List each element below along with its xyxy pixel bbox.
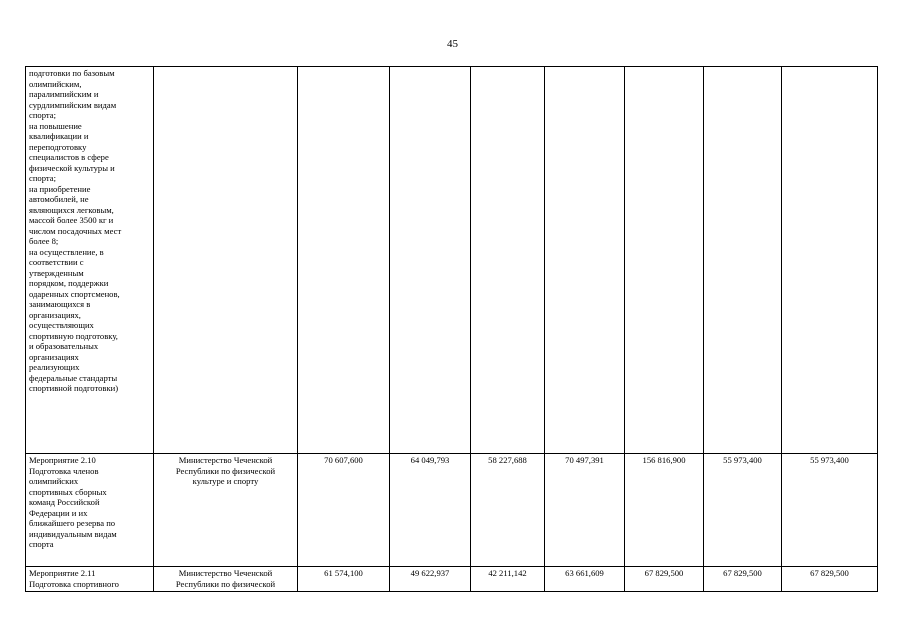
value-cell: [704, 67, 782, 454]
value-cell: 64 049,793: [390, 454, 471, 567]
value-cell: 67 829,500: [782, 567, 878, 592]
value-cell: [298, 67, 390, 454]
value-cell: 58 227,688: [471, 454, 545, 567]
budget-table: [25, 66, 878, 592]
value-cell: 67 829,500: [625, 567, 704, 592]
value-cell: [545, 67, 625, 454]
value-cell: 156 816,900: [625, 454, 704, 567]
responsible-organization: [154, 67, 298, 454]
value-cell: 55 973,400: [704, 454, 782, 567]
value-cell: 42 211,142: [471, 567, 545, 592]
value-cell: 49 622,937: [390, 567, 471, 592]
table-row: [26, 567, 878, 592]
value-cell: [625, 67, 704, 454]
responsible-organization: Министерство Чеченской Республики по физической культуре и спорту: [154, 454, 298, 567]
value-cell: 67 829,500: [704, 567, 782, 592]
value-cell: [782, 67, 878, 454]
value-cell: 61 574,100: [298, 567, 390, 592]
responsible-organization: Министерство Чеченской Республики по физической: [154, 567, 298, 592]
value-cell: 70 497,391: [545, 454, 625, 567]
activity-description: Мероприятие 2.10 Подготовка членов олимпийских спортивных сборных команд Российской Федерации и их ближайшего резерва по индивидуальным видам спорта: [26, 454, 154, 567]
value-cell: 63 661,609: [545, 567, 625, 592]
table-row: [26, 454, 878, 567]
table-row: [26, 67, 878, 454]
value-cell: 70 607,600: [298, 454, 390, 567]
value-cell: [390, 67, 471, 454]
activity-description: Мероприятие 2.11 Подготовка спортивного: [26, 567, 154, 592]
page-number: 45: [447, 38, 458, 50]
activity-description: подготовки по базовым олимпийским, паралимпийским и сурдлимпийским видам спорта; на повышение квалификации и переподготовку специалистов в сфере физической культуры и спорта; на приобретение автомобилей, не являющихся легковым, массой более 3500 кг и числом посадочных мест более 8; на осуществление, в соответствии с утвержденным порядком, поддержки одаренных спортсменов, занимающихся в организациях, осуществляющих спортивную подготовку, и образовательных организациях реализующих федеральные стандарты спортивной подготовки): [26, 67, 154, 454]
value-cell: 55 973,400: [782, 454, 878, 567]
value-cell: [471, 67, 545, 454]
